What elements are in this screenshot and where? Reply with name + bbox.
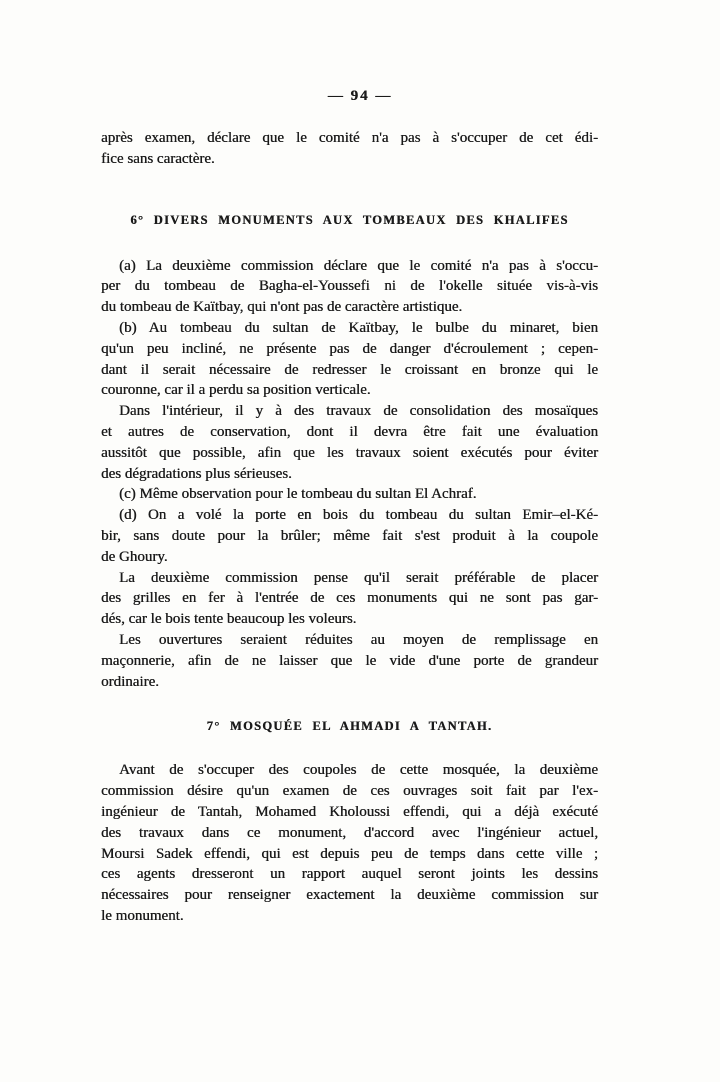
body-line: La deuxième commission pense qu'il serait préférable de placer (119, 569, 598, 586)
section-heading: 6° DIVERS MONUMENTS AUX TOMBEAUX DES KHALIFES (130, 212, 569, 227)
paragraph (101, 630, 598, 692)
body-line: aussitôt que possible, afin que les travaux soient exécutés pour éviter (101, 444, 598, 461)
paragraph (101, 568, 598, 630)
paragraph (101, 256, 598, 318)
body-line: ordinaire. (101, 673, 159, 690)
body-line: nécessaires pour renseigner exactement la deuxième commission sur (101, 887, 598, 904)
body-line: et autres de conservation, dont il devra être fait une évaluation (101, 423, 598, 440)
body-line: fice sans caractère. (101, 150, 215, 167)
body-line: de Ghoury. (101, 548, 168, 565)
body-line: des grilles en fer à l'entrée de ces monuments qui ne sont pas gar- (101, 590, 598, 607)
section-heading: 7° MOSQUÉE EL AHMADI A TANTAH. (206, 719, 493, 734)
paragraph (101, 760, 598, 926)
body-line: dés, car le bois tente beaucoup les voleurs. (101, 611, 357, 628)
body-line: des travaux dans ce monument, d'accord avec l'ingénieur actuel, (101, 824, 598, 841)
paragraph (101, 318, 598, 401)
body-line: dant il serait nécessaire de redresser le croissant en bronze qui le (101, 361, 598, 378)
body-line: (a) La deuxième commission déclare que le comité n'a pas à s'occu- (119, 257, 598, 274)
body-line: ces agents dresseront un rapport auquel seront joints les dessins (101, 866, 598, 883)
body-line: Moursi Sadek effendi, qui est depuis peu de temps dans cette ville ; (101, 845, 598, 862)
body-line: commission désire qu'un examen de ces ouvrages soit fait par l'ex- (101, 783, 598, 800)
body-line: du tombeau de Kaïtbay, qui n'ont pas de caractère artistique. (101, 299, 463, 316)
body-line: per du tombeau de Bagha-el-Youssefi ni de l'okelle située vis-à-vis (101, 278, 598, 295)
body-line: bir, sans doute pour la brûler; même fait s'est produit à la coupole (101, 527, 598, 544)
body-line: couronne, car il a perdu sa position verticale. (101, 382, 371, 399)
body-line: (c) Même observation pour le tombeau du sultan El Achraf. (119, 486, 477, 503)
body-line: qu'un peu incliné, ne présente pas de danger d'écroulement ; cepen- (101, 340, 598, 357)
body-line: des dégradations plus sérieuses. (101, 465, 292, 482)
body-line: Les ouvertures seraient réduites au moyen de remplissage en (119, 631, 598, 648)
page-number: — 94 — (327, 88, 393, 104)
paragraph (101, 484, 598, 505)
paragraph (101, 128, 598, 170)
body-line: ingénieur de Tantah, Mohamed Kholoussi effendi, qui a déjà exécuté (101, 803, 598, 820)
paragraph (101, 505, 598, 567)
body-line: (b) Au tombeau du sultan de Kaïtbay, le bulbe du minaret, bien (119, 319, 598, 336)
body-line: Avant de s'occuper des coupoles de cette mosquée, la deuxième (119, 762, 598, 779)
body-line: Dans l'intérieur, il y à des travaux de consolidation des mosaïques (119, 403, 598, 420)
text-block (101, 128, 598, 927)
body-line: (d) On a volé la porte en bois du tombeau du sultan Emir–el-Ké- (119, 507, 598, 524)
body-line: le monument. (101, 907, 184, 924)
body-line: maçonnerie, afin de ne laisser que le vide d'une porte de grandeur (101, 652, 598, 669)
body-line: après examen, déclare que le comité n'a pas à s'occuper de cet édi- (101, 130, 598, 146)
paragraph (101, 401, 598, 484)
